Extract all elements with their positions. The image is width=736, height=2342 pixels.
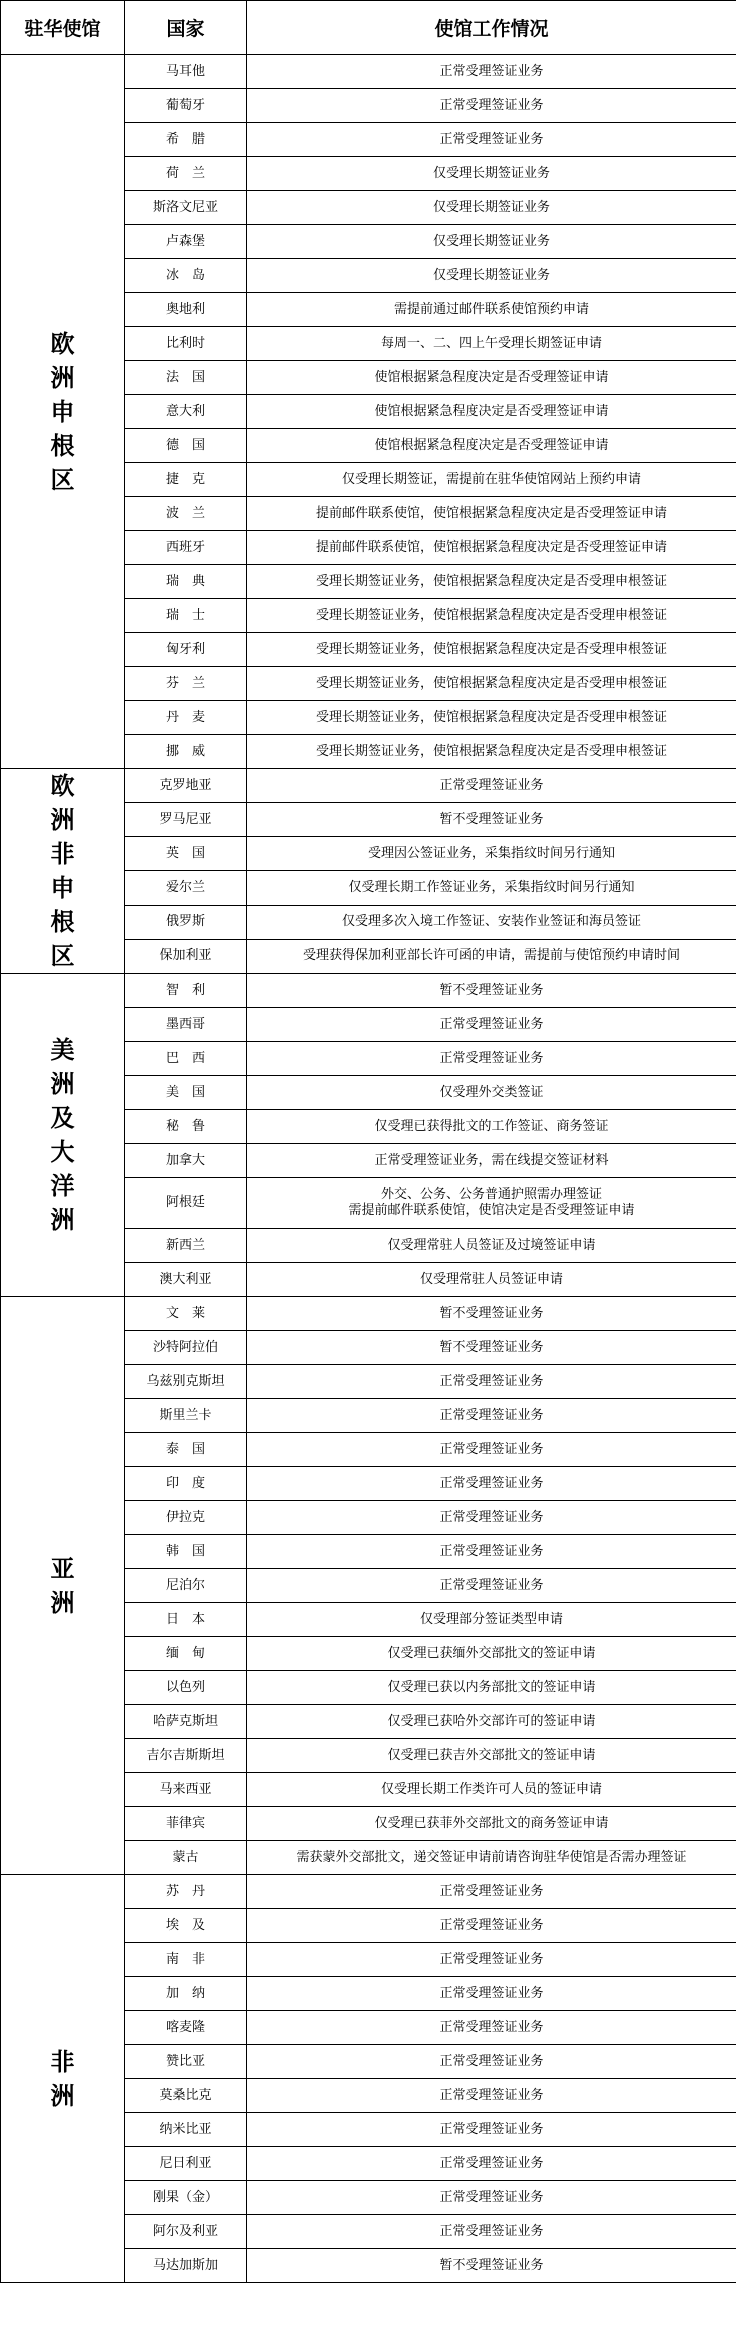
status-cell: 仅受理长期工作签证业务，采集指纹时间另行通知 (247, 871, 736, 905)
country-cell: 蒙古 (125, 1841, 247, 1875)
country-cell: 斯里兰卡 (125, 1399, 247, 1433)
country-cell: 乌兹别克斯坦 (125, 1365, 247, 1399)
status-cell: 正常受理签证业务 (247, 1977, 736, 2011)
country-cell: 韩 国 (125, 1535, 247, 1569)
country-cell: 波 兰 (125, 497, 247, 531)
country-cell: 斯洛文尼亚 (125, 191, 247, 225)
country-cell: 尼日利亚 (125, 2147, 247, 2181)
country-cell: 加 纳 (125, 1977, 247, 2011)
country-cell: 马耳他 (125, 55, 247, 89)
country-cell: 瑞 典 (125, 565, 247, 599)
status-cell: 正常受理签证业务 (247, 89, 736, 123)
table-row (1, 769, 736, 803)
country-cell: 克罗地亚 (125, 769, 247, 803)
status-cell: 正常受理签证业务 (247, 1943, 736, 1977)
status-cell: 仅受理部分签证类型申请 (247, 1603, 736, 1637)
status-cell: 受理长期签证业务，使馆根据紧急程度决定是否受理申根签证 (247, 633, 736, 667)
country-cell: 赞比亚 (125, 2045, 247, 2079)
country-cell: 日 本 (125, 1603, 247, 1637)
status-cell: 仅受理长期工作类许可人员的签证申请 (247, 1773, 736, 1807)
header-row (1, 1, 736, 55)
status-cell: 仅受理长期签证业务 (247, 191, 736, 225)
country-cell: 冰 岛 (125, 259, 247, 293)
status-cell: 受理长期签证业务，使馆根据紧急程度决定是否受理申根签证 (247, 701, 736, 735)
header-status: 使馆工作情况 (247, 1, 736, 55)
country-cell: 墨西哥 (125, 1008, 247, 1042)
country-cell: 美 国 (125, 1076, 247, 1110)
status-cell: 受理长期签证业务，使馆根据紧急程度决定是否受理申根签证 (247, 735, 736, 769)
country-cell: 印 度 (125, 1467, 247, 1501)
status-cell: 仅受理已获哈外交部许可的签证申请 (247, 1705, 736, 1739)
country-cell: 伊拉克 (125, 1501, 247, 1535)
status-cell: 仅受理已获得批文的工作签证、商务签证 (247, 1110, 736, 1144)
status-cell: 暂不受理签证业务 (247, 1331, 736, 1365)
status-cell: 暂不受理签证业务 (247, 803, 736, 837)
status-cell: 正常受理签证业务 (247, 1365, 736, 1399)
status-cell: 需获蒙外交部批文，递交签证申请前请咨询驻华使馆是否需办理签证 (247, 1841, 736, 1875)
country-cell: 匈牙利 (125, 633, 247, 667)
status-cell: 正常受理签证业务，需在线提交签证材料 (247, 1144, 736, 1178)
status-cell: 暂不受理签证业务 (247, 974, 736, 1008)
country-cell: 挪 威 (125, 735, 247, 769)
country-cell: 荷 兰 (125, 157, 247, 191)
status-cell: 正常受理签证业务 (247, 1501, 736, 1535)
country-cell: 阿根廷 (125, 1178, 247, 1229)
country-cell: 奥地利 (125, 293, 247, 327)
region-label: 非洲 (1, 1875, 125, 2283)
status-cell: 正常受理签证业务 (247, 1569, 736, 1603)
status-cell: 仅受理外交类签证 (247, 1076, 736, 1110)
country-cell: 阿尔及利亚 (125, 2215, 247, 2249)
header-embassy: 驻华使馆 (1, 1, 125, 55)
country-cell: 菲律宾 (125, 1807, 247, 1841)
status-cell: 正常受理签证业务 (247, 1399, 736, 1433)
country-cell: 智 利 (125, 974, 247, 1008)
country-cell: 丹 麦 (125, 701, 247, 735)
status-cell: 受理长期签证业务，使馆根据紧急程度决定是否受理申根签证 (247, 667, 736, 701)
status-cell: 仅受理已获以内务部批文的签证申请 (247, 1671, 736, 1705)
country-cell: 南 非 (125, 1943, 247, 1977)
country-cell: 捷 克 (125, 463, 247, 497)
status-cell: 仅受理长期签证，需提前在驻华使馆网站上预约申请 (247, 463, 736, 497)
country-cell: 法 国 (125, 361, 247, 395)
status-cell: 提前邮件联系使馆，使馆根据紧急程度决定是否受理签证申请 (247, 531, 736, 565)
country-cell: 尼泊尔 (125, 1569, 247, 1603)
country-cell: 马来西亚 (125, 1773, 247, 1807)
status-cell: 正常受理签证业务 (247, 1467, 736, 1501)
country-cell: 刚果（金） (125, 2181, 247, 2215)
country-cell: 沙特阿拉伯 (125, 1331, 247, 1365)
country-cell: 卢森堡 (125, 225, 247, 259)
region-label: 美洲及大洋洲 (1, 974, 125, 1297)
country-cell: 爱尔兰 (125, 871, 247, 905)
status-cell: 仅受理常驻人员签证申请 (247, 1263, 736, 1297)
country-cell: 意大利 (125, 395, 247, 429)
status-cell: 正常受理签证业务 (247, 1008, 736, 1042)
region-label: 欧洲申根区 (1, 55, 125, 769)
country-cell: 保加利亚 (125, 939, 247, 973)
country-cell: 喀麦隆 (125, 2011, 247, 2045)
country-cell: 葡萄牙 (125, 89, 247, 123)
country-cell: 芬 兰 (125, 667, 247, 701)
country-cell: 纳米比亚 (125, 2113, 247, 2147)
status-cell: 受理获得保加利亚部长许可函的申请，需提前与使馆预约申请时间 (247, 939, 736, 973)
status-cell: 受理因公签证业务，采集指纹时间另行通知 (247, 837, 736, 871)
status-cell: 需提前通过邮件联系使馆预约申请 (247, 293, 736, 327)
status-cell: 每周一、二、四上午受理长期签证申请 (247, 327, 736, 361)
country-cell: 埃 及 (125, 1909, 247, 1943)
country-cell: 缅 甸 (125, 1637, 247, 1671)
status-cell: 提前邮件联系使馆，使馆根据紧急程度决定是否受理签证申请 (247, 497, 736, 531)
status-cell: 正常受理签证业务 (247, 1535, 736, 1569)
status-cell: 使馆根据紧急程度决定是否受理签证申请 (247, 395, 736, 429)
country-cell: 加拿大 (125, 1144, 247, 1178)
status-cell: 正常受理签证业务 (247, 123, 736, 157)
country-cell: 比利时 (125, 327, 247, 361)
header-country: 国家 (125, 1, 247, 55)
status-cell: 正常受理签证业务 (247, 769, 736, 803)
table-row (1, 974, 736, 1008)
country-cell: 文 莱 (125, 1297, 247, 1331)
country-cell: 哈萨克斯坦 (125, 1705, 247, 1739)
country-cell: 希 腊 (125, 123, 247, 157)
country-cell: 马达加斯加 (125, 2249, 247, 2283)
country-cell: 俄罗斯 (125, 905, 247, 939)
country-cell: 巴 西 (125, 1042, 247, 1076)
status-cell: 暂不受理签证业务 (247, 1297, 736, 1331)
status-cell: 暂不受理签证业务 (247, 2249, 736, 2283)
country-cell: 德 国 (125, 429, 247, 463)
status-cell: 仅受理已获菲外交部批文的商务签证申请 (247, 1807, 736, 1841)
region-label: 亚洲 (1, 1297, 125, 1875)
status-cell: 正常受理签证业务 (247, 1042, 736, 1076)
status-cell: 正常受理签证业务 (247, 2079, 736, 2113)
status-cell: 正常受理签证业务 (247, 2215, 736, 2249)
status-cell: 正常受理签证业务 (247, 2011, 736, 2045)
status-cell: 仅受理已获缅外交部批文的签证申请 (247, 1637, 736, 1671)
status-cell: 正常受理签证业务 (247, 2113, 736, 2147)
status-cell: 正常受理签证业务 (247, 2045, 736, 2079)
country-cell: 泰 国 (125, 1433, 247, 1467)
status-cell: 仅受理长期签证业务 (247, 259, 736, 293)
status-cell: 正常受理签证业务 (247, 2181, 736, 2215)
status-cell: 受理长期签证业务，使馆根据紧急程度决定是否受理申根签证 (247, 599, 736, 633)
region-label: 欧洲非申根区 (1, 769, 125, 974)
status-cell: 仅受理多次入境工作签证、安装作业签证和海员签证 (247, 905, 736, 939)
status-cell: 受理长期签证业务，使馆根据紧急程度决定是否受理申根签证 (247, 565, 736, 599)
country-cell: 以色列 (125, 1671, 247, 1705)
status-cell: 正常受理签证业务 (247, 1433, 736, 1467)
status-cell: 仅受理已获吉外交部批文的签证申请 (247, 1739, 736, 1773)
status-cell: 仅受理常驻人员签证及过境签证申请 (247, 1229, 736, 1263)
country-cell: 莫桑比克 (125, 2079, 247, 2113)
table-row (1, 55, 736, 89)
table-body (1, 55, 736, 2283)
status-cell: 仅受理长期签证业务 (247, 157, 736, 191)
table-row (1, 1875, 736, 1909)
status-cell: 正常受理签证业务 (247, 2147, 736, 2181)
country-cell: 罗马尼亚 (125, 803, 247, 837)
status-cell: 正常受理签证业务 (247, 1909, 736, 1943)
country-cell: 吉尔吉斯斯坦 (125, 1739, 247, 1773)
status-cell: 正常受理签证业务 (247, 1875, 736, 1909)
status-cell: 仅受理长期签证业务 (247, 225, 736, 259)
table-row (1, 1297, 736, 1331)
country-cell: 英 国 (125, 837, 247, 871)
country-cell: 西班牙 (125, 531, 247, 565)
country-cell: 秘 鲁 (125, 1110, 247, 1144)
status-cell: 使馆根据紧急程度决定是否受理签证申请 (247, 361, 736, 395)
country-cell: 新西兰 (125, 1229, 247, 1263)
country-cell: 澳大利亚 (125, 1263, 247, 1297)
status-cell: 使馆根据紧急程度决定是否受理签证申请 (247, 429, 736, 463)
status-cell: 正常受理签证业务 (247, 55, 736, 89)
country-cell: 瑞 士 (125, 599, 247, 633)
status-cell: 外交、公务、公务普通护照需办理签证 需提前邮件联系使馆，使馆决定是否受理签证申请 (247, 1178, 736, 1229)
country-cell: 苏 丹 (125, 1875, 247, 1909)
